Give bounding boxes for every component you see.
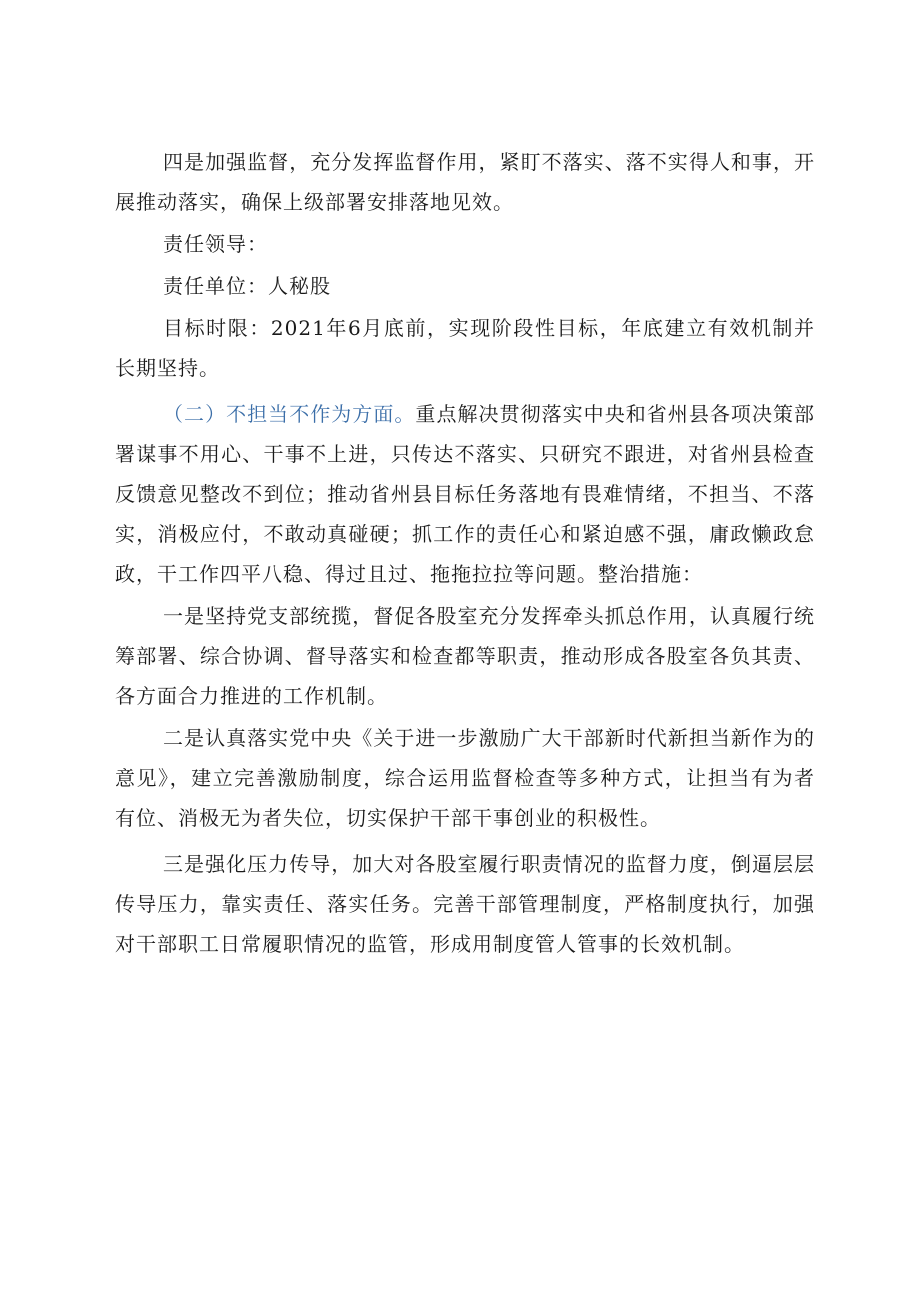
document-body: [115, 142, 815, 964]
measure-two-paragraph: 二是认真落实党中央《关于进一步激励广大干部新时代新担当新作为的意见》，建立完善激励制度，综合运用监督检查等多种方式，让担当有为者有位、消极无为者失位，切实保护干部干事创业的积极性。: [115, 726, 815, 830]
responsible-unit-line: 责任单位：人秘股: [163, 274, 331, 298]
measure-one-paragraph: 一是坚持党支部统揽，督促各股室充分发挥牵头抓总作用，认真履行统筹部署、综合协调、督导落实和检查都等职责，推动形成各股室各负其责、各方面合力推进的工作机制。: [115, 604, 815, 708]
paragraph-supervision: 四是加强监督，充分发挥监督作用，紧盯不落实、落不实得人和事，开展推动落实，确保上级部署安排落地见效。: [115, 150, 815, 214]
section-two-paragraph: [115, 394, 815, 594]
section-two-body: 重点解决贯彻落实中央和省州县各项决策部署谋事不用心、干事不上进，只传达不落实、只研究不跟进，对省州县检查反馈意见整改不到位；推动省州县目标任务落地有畏难情绪，不担当、不落实，消极应付，不敢动真碰硬；抓工作的责任心和紧迫感不强，庸政懒政怠政，干工作四平八稳、得过且过、拖拖拉拉等问题。整治措施：: [115, 402, 816, 586]
section-two-heading: （二）不担当不作为方面。: [163, 402, 416, 426]
responsible-leader-line: 责任领导：: [163, 232, 268, 256]
target-deadline-line: 目标时限：2021年6月底前，实现阶段性目标，年底建立有效机制并长期坚持。: [115, 316, 815, 380]
measure-three-paragraph: 三是强化压力传导，加大对各股室履行职责情况的监督力度，倒逼层层传导压力，靠实责任、落实任务。完善干部管理制度，严格制度执行，加强对干部职工日常履职情况的监管，形成用制度管人管事的长效机制。: [115, 852, 815, 956]
